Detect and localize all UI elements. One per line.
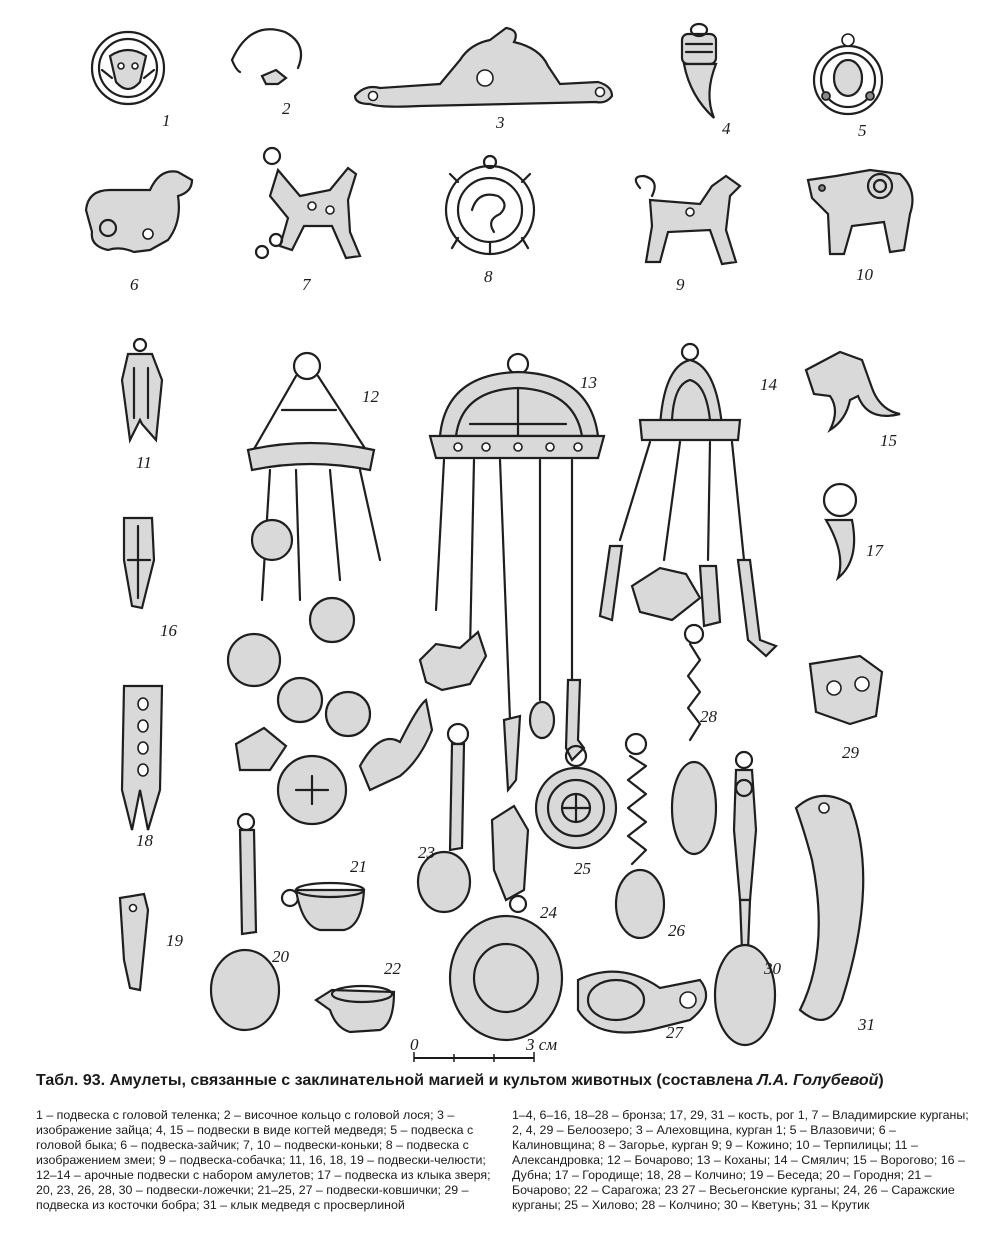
figure-number-16: 16 [160,621,177,640]
figure-number-25: 25 [574,859,591,878]
figure-10 [808,170,912,254]
figure-28 [672,625,716,854]
figure-number-9: 9 [676,275,685,294]
table-caption [36,1072,966,1090]
figure-number-10: 10 [856,265,873,284]
figure-number-22: 22 [384,959,401,978]
figure-number-29: 29 [842,743,859,762]
figure-number-31: 31 [858,1015,875,1034]
figure-24 [450,806,562,1040]
figure-11 [122,339,162,440]
legend [36,1108,970,1248]
figure-number-2: 2 [282,99,291,118]
figure-19 [120,894,148,990]
figure-21 [282,883,364,930]
figure-number-24: 24 [540,903,557,922]
figure-17 [824,484,856,578]
figure-number-28: 28 [700,707,717,726]
figure-25 [536,746,616,848]
figure-number-15: 15 [880,431,897,450]
scale-bar [410,1035,557,1062]
figure-number-19: 19 [166,931,183,950]
figure-29 [810,656,882,724]
figure-number-3: 3 [496,113,505,132]
figure-3 [355,28,612,107]
figure-23 [418,724,470,912]
legend-materials-sites: 1–4, 6–16, 18–28 – бронза; 17, 29, 31 – кость, рог 1, 7 – Владимирские курганы; 2, 4, 29 – Белоозеро; 3 – Алеховщина, курган 1; 5 – Влазовичи; 6 – Калиновщина; 8 – Загорье, курган 9; 9 – Кожино; 10 – Терпилицы; 11 – Александровка; 12 – Бочарово; 13 – Коханы; 14 – Смялич; 15 – Ворогово; 16 – Дубна; 17 – Городище; 18, 28 – Колчино; 19 – Беседа; 20 – Городня; 21 – Бочарово; 22 – Сарагожа; 23 27 – Весьегонские курганы; 24, 26 – Саражские курганы; 25 – Хилово; 28 – Колчино; 30 – Кветунь; 31 – Крутик [512,1108,969,1212]
figure-number-4: 4 [722,119,731,138]
figure-number-6: 6 [130,275,139,294]
figure-number-8: 8 [484,267,493,286]
figure-number-13: 13 [580,373,597,392]
figure-12 [228,353,432,824]
figure-9 [636,176,740,264]
figure-31 [796,796,863,1020]
figure-27 [578,972,706,1033]
figure-number-5: 5 [858,121,867,140]
figure-number-30: 30 [764,959,781,978]
scale-end-label: 3 см [526,1035,558,1054]
figure-20 [211,814,279,1030]
figure-18 [122,686,162,830]
figure-number-14: 14 [760,375,777,394]
figure-14 [600,344,776,656]
figure-6 [86,171,192,252]
caption-text: Табл. 93. Амулеты, связанные с заклинательной магией и культом животных (составлена [36,1072,758,1089]
figure-1 [92,32,164,104]
figure-number-20: 20 [272,947,289,966]
figure-15 [806,352,900,430]
figure-2 [232,29,301,84]
figure-5 [814,34,882,114]
legend-descriptions: 1 – подвеска с головой теленка; 2 – височное кольцо с головой лося; 3 – изображение зайца; 4, 15 – подвески в виде когтей медведя; 5 – подвеска с головой быка; 6 – подвеска-зайчик; 7, 10 – подвески-коньки; 8 – подвеска с изображением змеи; 9 – подвеска-собачка; 11, 16, 18, 19 – подвески-челюсти; 12–14 – арочные подвески с набором амулетов; 17 – подвеска из клыка зверя; 20, 23, 26, 28, 30 – подвески-ложечки; 21–25, 27 – подвески-ковшички; 29 – подвеска из косточки бобра; 31 – клык медведя с просверлиной [36,1108,491,1212]
figure-number-12: 12 [362,387,379,406]
figure-number-23: 23 [418,843,435,862]
figure-8 [446,156,534,254]
figure-number-27: 27 [666,1023,683,1042]
figure-number-18: 18 [136,831,153,850]
figure-number-17: 17 [866,541,883,560]
figure-22 [316,986,394,1032]
figure-number-7: 7 [302,275,311,294]
figure-number-21: 21 [350,857,367,876]
figure-30 [715,752,775,1045]
figure-16 [124,518,154,608]
figure-7 [256,148,360,258]
figure-13 [420,354,604,790]
caption-close: ) [878,1072,884,1089]
figure-number-26: 26 [668,921,685,940]
scale-start-label: 0 [410,1035,419,1054]
caption-author: Л.А. Голубевой [757,1072,879,1089]
figure-4 [682,24,716,118]
figure-26 [616,734,664,938]
figure-number-1: 1 [162,111,171,130]
figure-number-11: 11 [136,453,152,472]
